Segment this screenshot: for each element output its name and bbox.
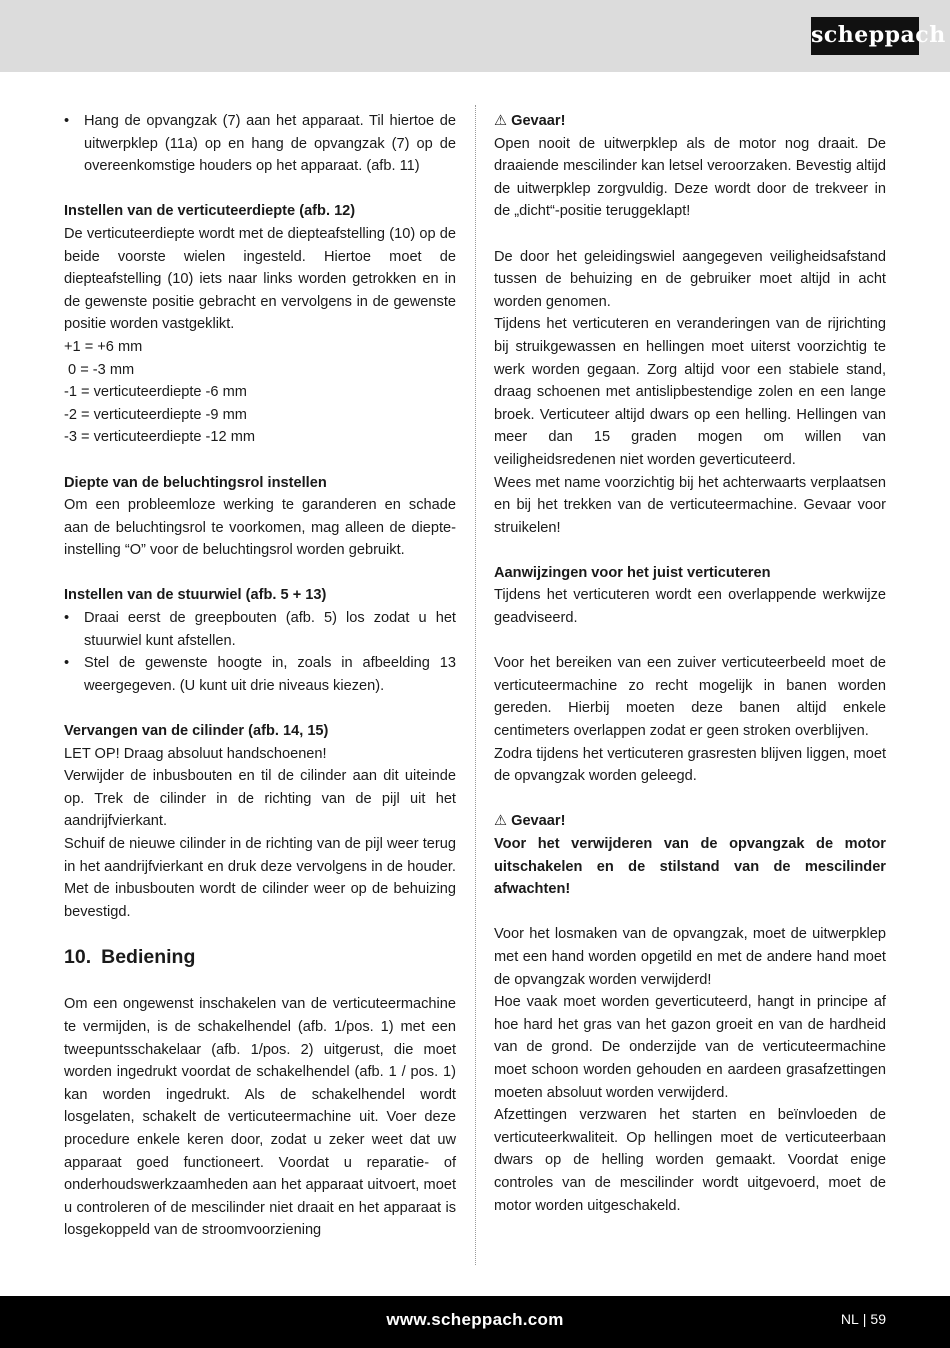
paragraph: Wees met name voorzichtig bij het achterwaarts verplaatsen en bij het trekken van de verticuteermachine. Gevaar voor struikelen!: [494, 474, 886, 536]
depth-line: +1 = +6 mm: [64, 338, 143, 355]
section-number: 10.: [64, 946, 92, 969]
header-bar: [0, 0, 950, 72]
paragraph: Voor het losmaken van de opvangzak, moet de uitwerpklep met een hand worden opgetild en met de andere hand moet de opvangzak worden verwijderd!: [494, 926, 886, 988]
depth-line: 0 = -3 mm: [64, 361, 135, 378]
paragraph: Hoe vaak moet worden geverticuteerd, hangt in principe af hoe hard het gras van het gazon groeit en van de hardheid van de grond. De onderzijde van de verticuteermachine moet schoon worden gehouden en aardeen grasafzettingen moeten absoluut worden verwijderd.: [494, 994, 886, 1101]
warning-text: Voor het verwijderen van de opvangzak de motor uitschakelen en de stilstand van de mescilinder afwachten!: [494, 836, 886, 898]
footer-bar: [0, 1296, 950, 1348]
right-column: [494, 110, 886, 1217]
section-title: [64, 945, 456, 969]
depth-line: -3 = verticuteerdiepte -12 mm: [64, 429, 256, 446]
paragraph: Voor het bereiken van een zuiver verticuteerbeeld moet de verticuteermachine zo recht mogelijk in banen worden gereden. Hierbij moeten deze banen altijd enkele centimeters overlappen zodat er geen stroken overblijven.: [494, 655, 886, 740]
bullet-list: [64, 607, 456, 697]
list-item: • Stel de gewenste hoogte in, zoals in afbeelding 13 weergegeven. (U kunt uit drie niveaus kiezen).: [64, 652, 456, 697]
paragraph: Zodra tijdens het verticuteren grasresten blijven liggen, moet de opvangzak worden geleegd.: [494, 745, 886, 785]
section-name: Bediening: [101, 946, 196, 969]
page-number: NL | 59: [840, 1311, 886, 1327]
paragraph: Afzettingen verzwaren het starten en beïnvloeden de verticuteerkwaliteit. Op hellingen moet de verticuteerbaan dwars op de helling worden gemaakt. Voordat enige controles van de mescilinder wordt uitgevoerd, moet de motor worden uitgeschakeld.: [494, 1107, 886, 1214]
paragraph: De door het geleidingswiel aangegeven veiligheidsafstand tussen de behuizing en de gebruiker moet altijd in acht worden genomen.: [494, 248, 886, 310]
paragraph: Om een ongewenst inschakelen van de verticuteermachine te vermijden, is de schakelhendel (afb. 1/pos. 1) met een tweepuntsschakelaar (afb. 1/pos. 2) uitgerust, die moet worden ingedrukt voordat de schakelhendel (afb. 1 / pos. 1) kan worden ingedrukt. Als de schakelhendel wordt losgelaten, schakelt de verticuteermachine uit. Voer deze procedure enkele keren door, zodat u zeker weet dat uw apparaat goed functioneert. Voordat u reparatie- of onderhoudswerkzaamheden aan het apparaat uitvoert, moet u controleren of de mescilinder niet draait en het apparaat is losgekoppeld van de stroomvoorziening: [64, 996, 456, 1239]
left-column: [64, 110, 456, 1242]
footer-url[interactable]: www.scheppach.com: [386, 1310, 564, 1329]
heading-instructions: Aanwijzingen voor het juist verticuteren: [494, 564, 771, 581]
list-item: • Hang de opvangzak (7) aan het apparaat. Til hiertoe de uitwerpklep (11a) op en hang de opvangzak (7) op de overeenkomstige houders op het apparaat. (afb. 11): [64, 110, 456, 178]
column-divider: [475, 105, 476, 1265]
scheppach-logo: scheppach: [811, 17, 919, 55]
warning-triangle-icon: ⚠: [494, 113, 508, 129]
paragraph: De verticuteerdiepte wordt met de diepteafstelling (10) op de beide voorste wielen ingesteld. Hiertoe moet de diepteafstelling (10) iets naar links worden getrokken en in de gewenste positie gebracht en vervolgens in de gewenste positie worden vastgeklikt.: [64, 225, 456, 333]
depth-line: -1 = verticuteerdiepte -6 mm: [64, 384, 247, 401]
paragraph: Tijdens het verticuteren en veranderingen van de rijrichting bij struikgewassen en hellingen moet uiterst voorzichtig te werk worden gegaan. Zorg altijd voor een stabiele stand, draag schoenen met antislipbestendige zolen en een lange broek. Verticuteer altijd dwars op een helling. Hellingen van meer dan 15 graden mogen om willen van veiligheidsredenen niet worden geverticuteerd.: [494, 316, 886, 468]
paragraph: Om een probleemloze werking te garanderen en schade aan de beluchtingsrol te voorkomen, mag alleen de diepte-instelling “O” voor de beluchtingsrol worden gebruikt.: [64, 497, 456, 559]
heading-steering-wheel: Instellen van de stuurwiel (afb. 5 + 13): [64, 587, 327, 604]
heading-aeration-roller: Diepte van de beluchtingsrol instellen: [64, 474, 327, 491]
paragraph: Verwijder de inbusbouten en til de cilinder aan dit uiteinde op. Trek de cilinder in de richting van de pijl uit het aandrijfvierkant.: [64, 768, 456, 830]
depth-line: -2 = verticuteerdiepte -9 mm: [64, 406, 247, 423]
heading-cylinder-replacement: Vervangen van de cilinder (afb. 14, 15): [64, 723, 329, 740]
heading-depth-setting: Instellen van de verticuteerdiepte (afb. 12): [64, 203, 356, 220]
paragraph: Schuif de nieuwe cilinder in de richting van de pijl weer terug in het aandrijfvierkant en druk deze vervolgens in de houder. Met de inbusbouten wordt de cilinder weer op de behuizing bevestigd.: [64, 836, 456, 920]
paragraph: LET OP! Draag absoluut handschoenen!: [64, 745, 327, 762]
warning-triangle-icon: ⚠: [494, 813, 508, 830]
list-item: • Draai eerst de greepbouten (afb. 5) los zodat u het stuurwiel kunt afstellen.: [64, 607, 456, 652]
paragraph: Tijdens het verticuteren wordt een overlappende werkwijze geadviseerd.: [494, 587, 886, 627]
paragraph: Open nooit de uitwerpklep als de motor nog draait. De draaiende mescilinder kan letsel veroorzaken. Bevestig altijd de uitwerpklep zorgvuldig. Deze wordt door de trekveer in de „dicht“-positie teruggeklapt!: [494, 135, 886, 220]
bullet-list: [64, 110, 456, 178]
warning-heading: ⚠ Gevaar!: [494, 113, 566, 129]
warning-heading: ⚠ Gevaar!: [494, 813, 566, 830]
